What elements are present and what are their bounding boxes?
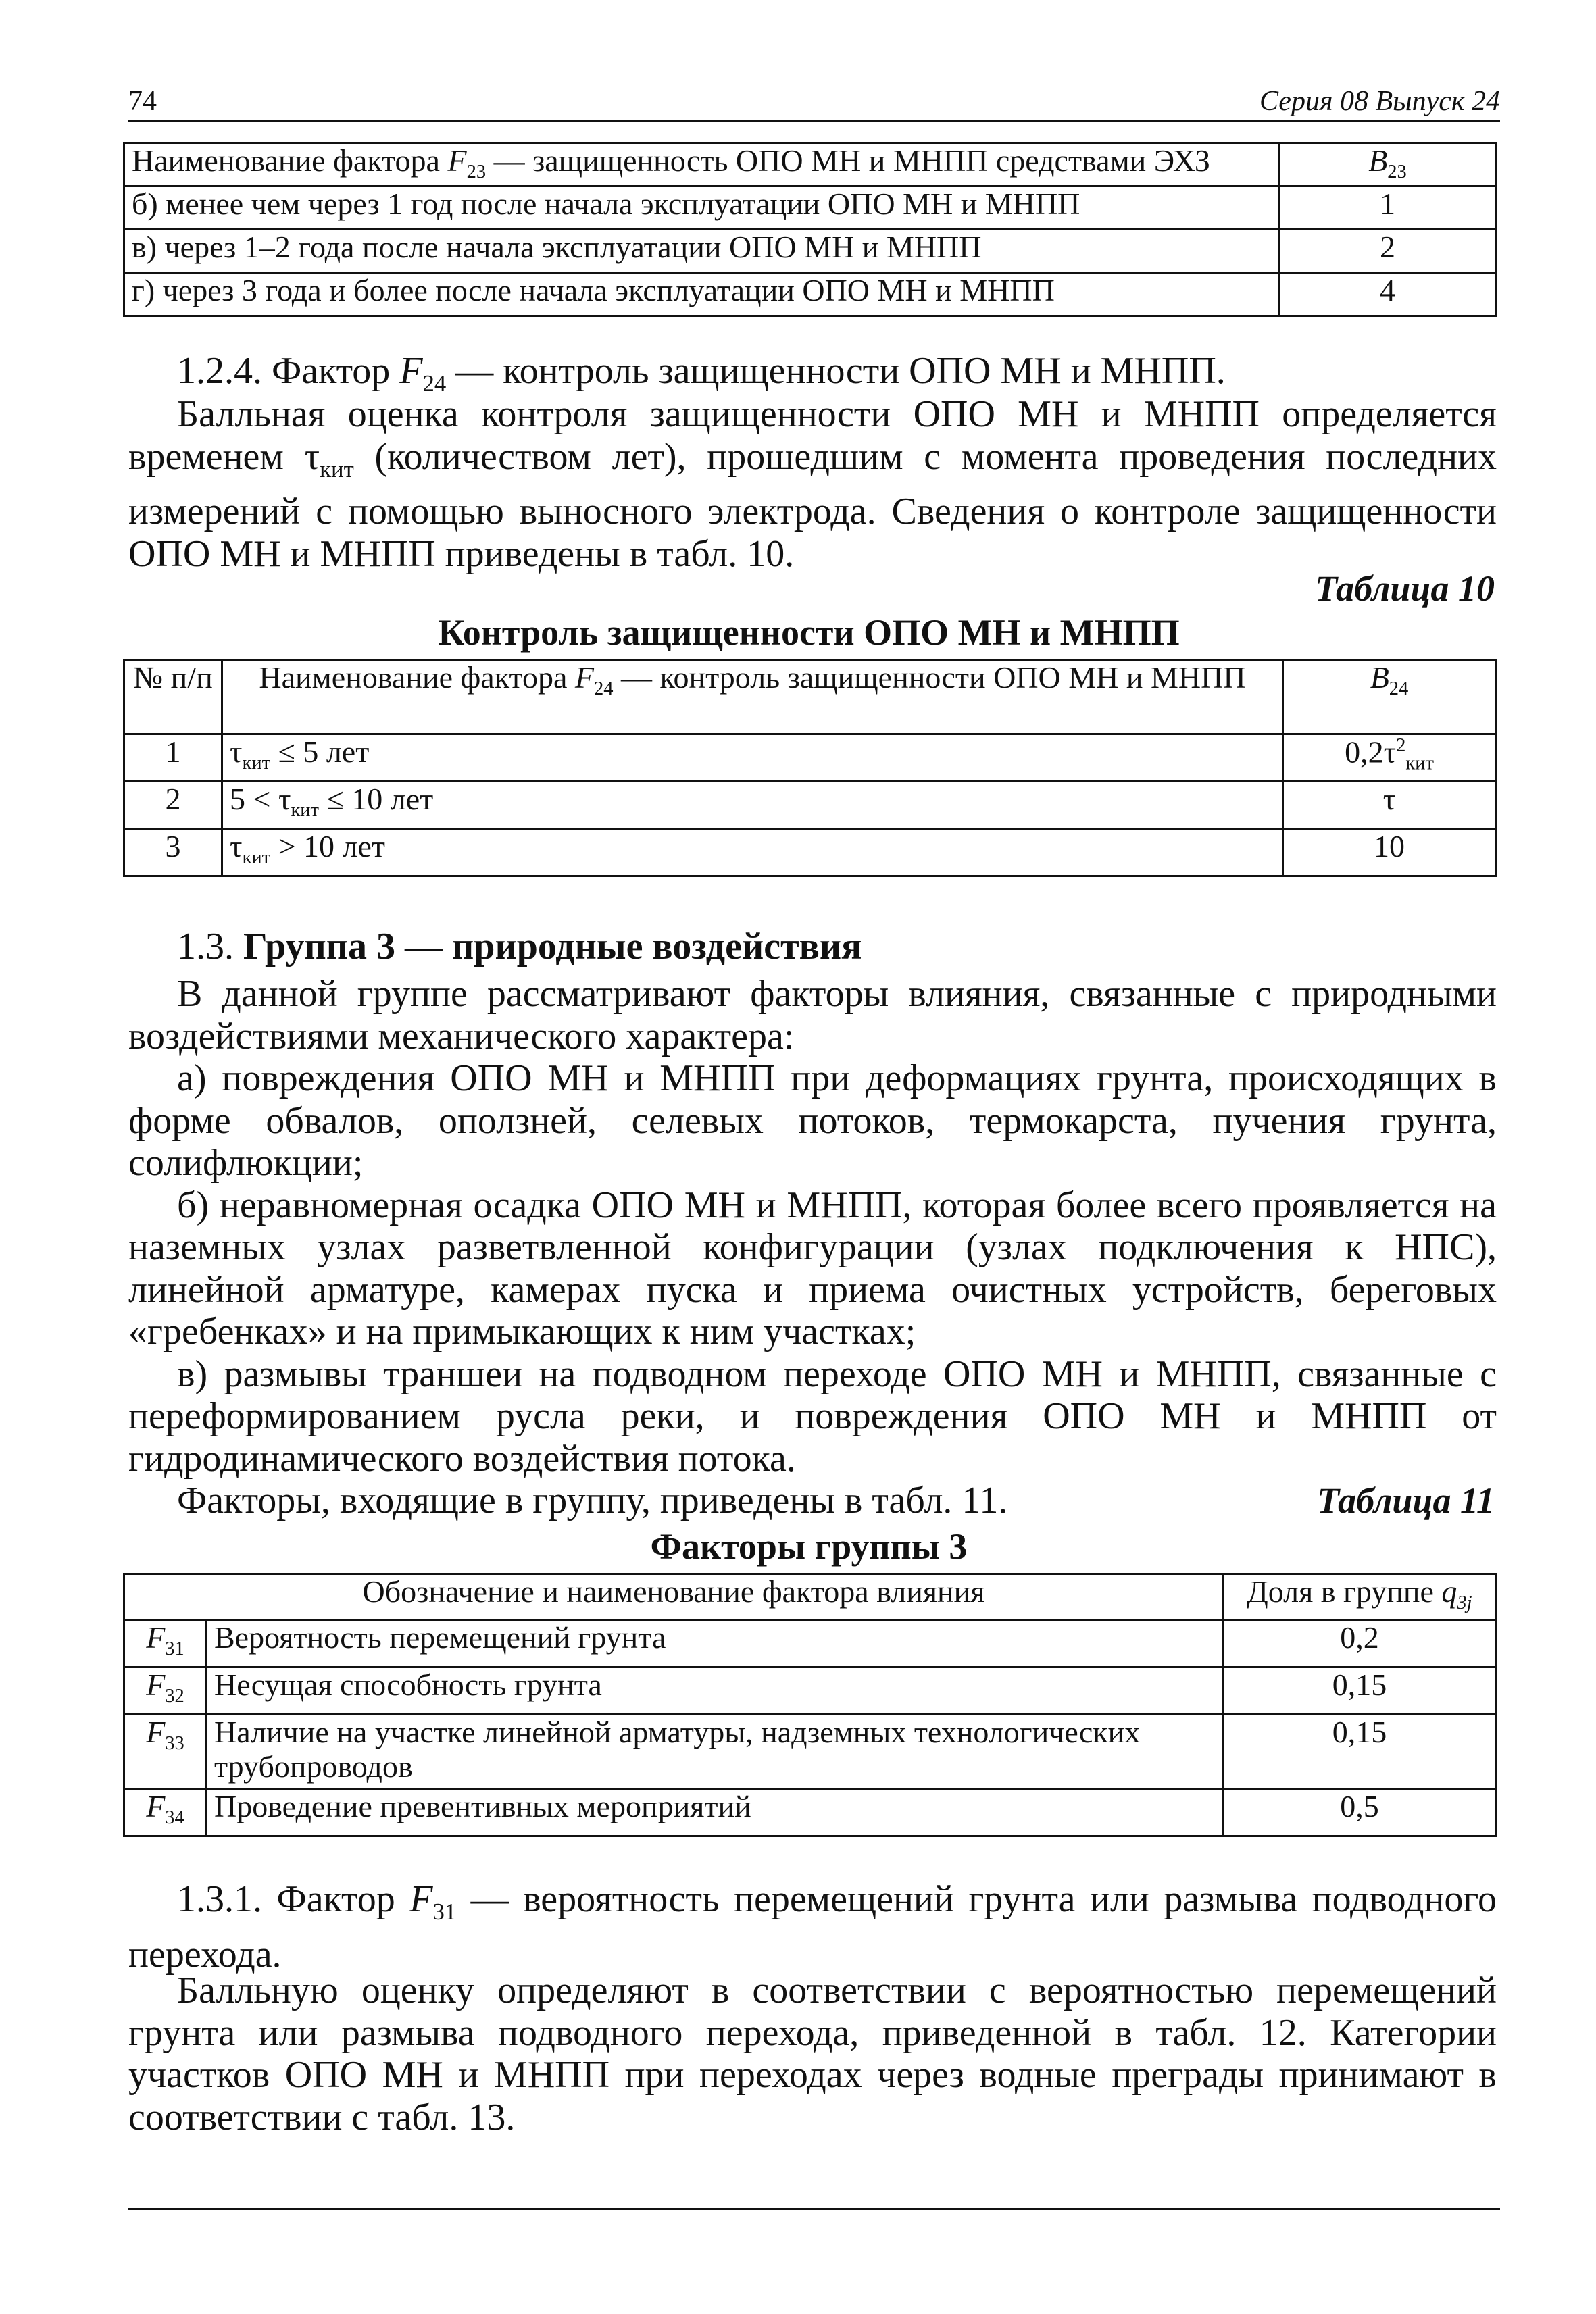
table11-caption: Таблица 11 xyxy=(1317,1480,1495,1521)
paragraph: В данной группе рассматривают факторы влияния, связанные с природными воздействиями механического характера: xyxy=(128,973,1497,1057)
header-cell-value: $B_{24}$ xyxy=(1283,660,1496,734)
table11-title: Факторы группы 3 xyxy=(650,1526,968,1567)
header-cell-name: Наименование фактора $F_{23}$ — защищенность ОПО МН и МНПП средствами ЭХЗ xyxy=(124,143,1280,186)
table10 xyxy=(123,659,1497,877)
header-cell-num: № п/п xyxy=(124,660,222,734)
table-header-row xyxy=(124,1574,1496,1620)
table-row: 3 $\tau_{кит} > 10$ лет 10 xyxy=(124,829,1496,876)
table10-caption: Таблица 10 xyxy=(1315,568,1495,609)
table-row: 1 $\tau_{кит} \le 5$ лет $0,2\tau^2_{кит}$ xyxy=(124,734,1496,782)
section-131-heading: 1.3.1. Фактор $F_{31}$ — вероятность перемещений грунта или размыва подводного перехода. xyxy=(128,1878,1497,1976)
table-row: 2 $5 < \tau_{кит} \le 10$ лет τ xyxy=(124,782,1496,829)
table-row: $F_{32}$ Несущая способность грунта 0,15 xyxy=(124,1667,1496,1715)
page-number: 74 xyxy=(128,86,157,117)
header-cell-value: $B_{23}$ xyxy=(1280,143,1496,186)
table-row: г) через 3 года и более после начала эксплуатации ОПО МН и МНПП 4 xyxy=(124,273,1496,316)
paragraph: в) размывы траншеи на подводном переходе ОПО МН и МНПП, связанные с переформированием русла реки, и повреждения ОПО МН и МНПП от гидродинамического воздействия потока. xyxy=(128,1353,1497,1480)
paragraph: Факторы, входящие в группу, приведены в табл. 11. xyxy=(177,1480,1008,1521)
table-row: $F_{31}$ Вероятность перемещений грунта 0,2 xyxy=(124,1620,1496,1667)
section-131-paragraph: Балльную оценку определяют в соответствии с вероятностью перемещений грунта или размыва подводного перехода, приведенной в табл. 12. Категории участков ОПО МН и МНПП при переходах через водные преграды принимают в соответствии с табл. 13. xyxy=(128,1969,1497,2138)
table11 xyxy=(123,1573,1497,1837)
header-cell-name: Обозначение и наименование фактора влияния xyxy=(124,1574,1224,1620)
table-row: $F_{33}$ Наличие на участке линейной арматуры, надземных технологических трубопроводов 0,15 xyxy=(124,1715,1496,1789)
section-124-heading: 1.2.4. Фактор $F_{24}$ — контроль защищенности ОПО МН и МНПП. xyxy=(177,350,1226,397)
header-cell-share: Доля в группе $q_{3j}$ xyxy=(1224,1574,1496,1620)
table10-title: Контроль защищенности ОПО МН и МНПП xyxy=(438,612,1180,653)
header-cell-name: Наименование фактора $F_{24}$ — контроль защищенности ОПО МН и МНПП xyxy=(222,660,1283,734)
section-13-body xyxy=(128,973,1497,1522)
running-header xyxy=(128,80,1500,122)
table-f23 xyxy=(123,142,1497,317)
table-header-row xyxy=(124,143,1496,186)
table-row: б) менее чем через 1 год после начала эксплуатации ОПО МН и МНПП 1 xyxy=(124,186,1496,230)
table-row: в) через 1–2 года после начала эксплуатации ОПО МН и МНПП 2 xyxy=(124,230,1496,273)
section-13-heading: 1.3. Группа 3 — природные воздействия xyxy=(177,926,862,967)
section-124-paragraph: Балльная оценка контроля защищенности ОПО МН и МНПП определяется временем $\tau_{кит}$ (количеством лет), прошедшим с момента проведения последних измерений с помощью выносного электрода. Сведения о контроле защищенности ОПО МН и МНПП приведены в табл. 10. xyxy=(128,393,1497,575)
series-label: Серия 08 Выпуск 24 xyxy=(1260,86,1500,117)
paragraph: б) неравномерная осадка ОПО МН и МНПП, которая более всего проявляется на наземных узлах разветвленной конфигурации (узлах подключения к НПС), линейной арматуре, камерах пуска и приема очистных устройств, береговых «гребенках» и на примыкающих к ним участках; xyxy=(128,1184,1497,1353)
paragraph: а) повреждения ОПО МН и МНПП при деформациях грунта, происходящих в форме обвалов, оползней, селевых потоков, термокарста, пучения грунта, солифлюкции; xyxy=(128,1057,1497,1184)
footer-rule xyxy=(128,2208,1500,2210)
table-header-row xyxy=(124,660,1496,734)
table-row: $F_{34}$ Проведение превентивных мероприятий 0,5 xyxy=(124,1789,1496,1836)
